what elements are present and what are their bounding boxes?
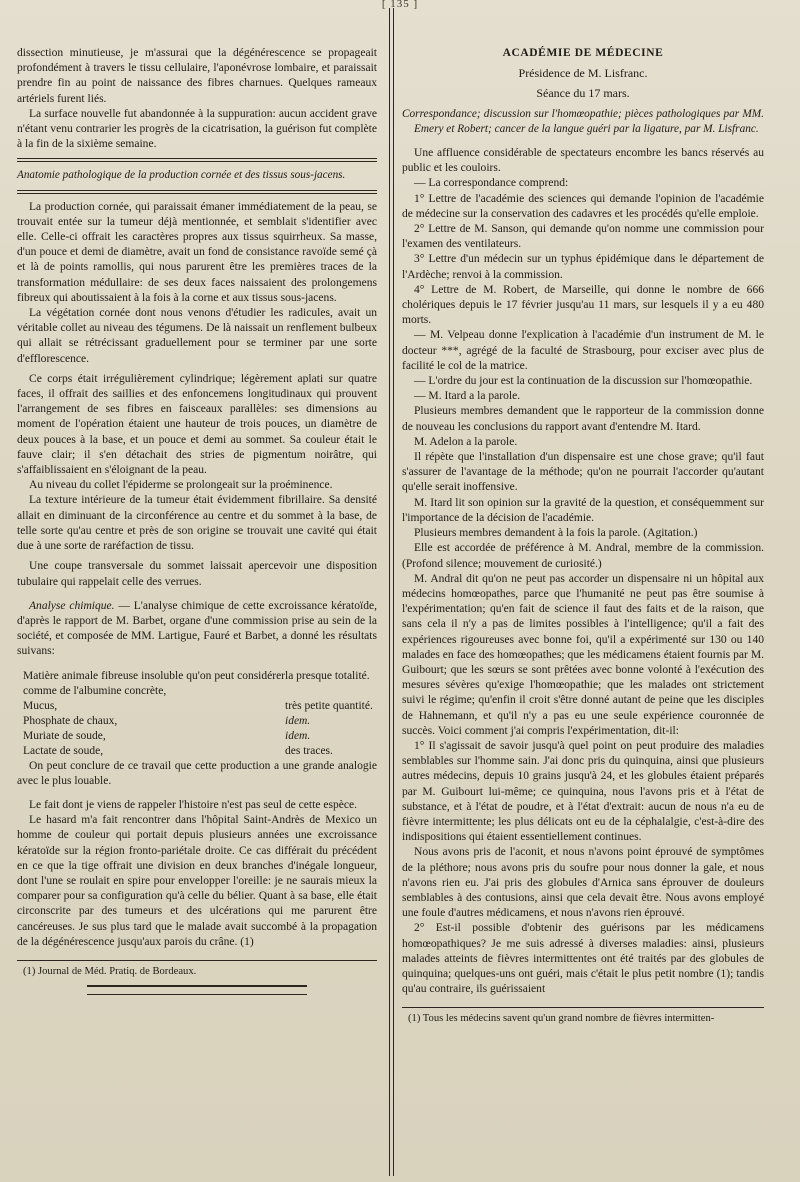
presidence-line: Présidence de M. Lisfranc. xyxy=(518,66,648,81)
left-footnote: (1) Journal de Méd. Pratiq. de Bordeaux. xyxy=(23,965,197,977)
right-paragraph-19: 2° Est-il possible d'obtenir des guérisons par les médicamens homœopathiques? Je me suis adressé à diverses maladies: ainsi, plusieurs malades atteints de fièvres intermittentes ont été traités par des globules de quinquina; quelques-uns ont guéri, mais c'était le plus petit nombre (1); tandis qu'au contraire, ils guérissaient xyxy=(402,922,764,996)
composition-amount: idem. xyxy=(285,729,311,742)
left-paragraph-analyse xyxy=(17,599,377,660)
ornamental-rule xyxy=(87,985,307,995)
section-rule xyxy=(17,158,377,162)
left-paragraph-4: La végétation cornée dont nous venons d'étudier les radicules, avait un véritable collet au niveau des tégumens. De là naissait un renflement bulbeux qui allait se rétrécissant graduellement pour se terminer par une sorte d'efflorescence. xyxy=(17,307,377,365)
column-divider xyxy=(389,8,394,1176)
left-paragraph-3: La production cornée, qui paraissait émaner immédiatement de la peau, se trouvait entée sur la tumeur déjà mentionnée, et semblait s'identifier avec elle. Celle-ci offrait les caractères propres aux tissus squirrheux. Sa masse, d'un pouce et demi de diamètre, avait un fond de consistance ravoïde semé çà et là de points ramollis, qui nous parurent être les premières traces de la transformation médullaire: de ses deux faces naissaient des prolongemens fibreux qui aboutissaient à la fois à la corne et aux tissus sous-jacens. xyxy=(17,200,377,304)
composition-name: Phosphate de chaux, xyxy=(23,714,118,727)
left-paragraph-12: Le hasard m'a fait rencontrer dans l'hôpital Saint-Andrès de Mexico un homme de couleur qui portait depuis plusieurs années une excroissance kératoïde sur la région fronto-pariétale droite. Ce cas différait du précédent en ce que la tige offrait une division en deux branches d'inégale longueur, dont l'une se roulait en spire pour envelopper l'oreille: je ne saurais mieux la comparer pour sa configuration qu'à celle du bélier. Quant à sa base, elle était circonscrite par des tumeurs et des ulcérations qui me parurent être cancéreuses. Je sus plus tard que le malade avait succombé à la propagation de la dégénérescence jusqu'aux parois du crâne. (1) xyxy=(17,814,377,948)
composition-row xyxy=(17,669,377,699)
footnote-rule xyxy=(402,1007,764,1008)
right-paragraph-1: Une affluence considérable de spectateurs encombre les bancs réservés au public et les couloirs. xyxy=(402,147,764,175)
composition-amount: idem. xyxy=(285,714,311,727)
right-column xyxy=(402,46,764,1026)
right-paragraph-9: — M. Itard a la parole. xyxy=(414,390,521,403)
left-paragraph-8: Une coupe transversale du sommet laissait apercevoir une disposition tubulaire qui rappelait celle des verrues. xyxy=(17,560,377,588)
composition-amount: des traces. xyxy=(285,744,333,757)
left-paragraph-5: Ce corps était irrégulièrement cylindrique; légèrement aplati sur quatre faces, il offrait des saillies et des enfoncemens longitudinaux qui prouvent l'arrangement de ses fibres en faisceaux parallèles: ses dimensions au moment de l'opération étaient une hauteur de trois pouces, un diamètre de deux pouces à la base, et un pouce et demi au sommet. Sa couleur était le fauve clair; il s'en détachait des stries de pigmentum noirâtre, qui s'affaiblissaient en s'éloignant de la peau. xyxy=(17,372,377,477)
section-rule xyxy=(17,190,377,194)
right-paragraph-6: 4° Lettre de M. Robert, de Marseille, qui donne le nombre de 666 cholériques depuis le 17 février jusqu'au 11 mars, sur lesquels il y a eu 480 morts. xyxy=(402,283,764,327)
right-paragraph-8: — L'ordre du jour est la continuation de la discussion sur l'homœopathie. xyxy=(414,375,753,388)
footnote-rule xyxy=(17,960,377,961)
right-paragraph-12: Il répète que l'installation d'un dispensaire est une chose grave; qu'il faut s'assurer de l'avantage de la méthode; qu'on ne pourrait l'accorder qu'autant qu'elle serait inoffensive. xyxy=(402,451,764,494)
left-paragraph-1: dissection minutieuse, je m'assurai que la dégénérescence se propageait profondément à travers le tissu cellulaire, l'aponévrose lombaire, et paraissait prendre fin au point de naissance des fibres charnues. Quelques rameaux artériels furent liés. xyxy=(17,47,377,105)
left-paragraph-2: La surface nouvelle fut abandonnée à la suppuration: aucun accident grave n'étant venu contrarier les progrès de la cicatrisation, la guérison fut complète à la fin de la sixième semaine. xyxy=(17,107,377,151)
page-number-mark: [ 135 ] xyxy=(381,0,419,10)
seance-line: Séance du 17 mars. xyxy=(536,86,630,101)
right-paragraph-11: M. Adelon a la parole. xyxy=(414,435,518,448)
composition-table xyxy=(17,669,377,759)
right-paragraph-10: Plusieurs membres demandent que le rapporteur de la commission donne de nouveau les conclusions du rapport avant d'entendre M. Itard. xyxy=(402,405,764,433)
left-paragraph-6: Au niveau du collet l'épiderme se prolongeait sur la proéminence. xyxy=(29,479,333,492)
composition-name: Lactate de soude, xyxy=(23,744,104,757)
composition-amount: la presque totalité. xyxy=(285,669,370,682)
composition-row xyxy=(17,744,377,759)
left-paragraph-11: Le fait dont je viens de rappeler l'histoire n'est pas seul de cette espèce. xyxy=(29,798,357,811)
right-paragraph-4: 2° Lettre de M. Sanson, qui demande qu'on nomme une commission pour l'examen des ventilateurs. xyxy=(402,223,764,251)
analyse-text: — L'analyse chimique de cette excroissance kératoïde, d'après le rapport de M. Barbet, organe d'une commission prise au sein de la société, et composée de MM. Lartigue, Fauré et Barbet, a donné les résultats suivans: xyxy=(17,599,378,658)
composition-amount: très petite quantité. xyxy=(285,699,373,712)
composition-name: Mucus, xyxy=(23,699,58,712)
section-title-anatomie: Anatomie pathologique de la production cornée et des tissus sous-jacens. xyxy=(17,169,346,182)
right-paragraph-14: Plusieurs membres demandent à la fois la parole. (Agitation.) xyxy=(414,527,698,540)
left-paragraph-10: On peut conclure de ce travail que cette production a une grande analogie avec le plus louable. xyxy=(17,759,377,787)
composition-row xyxy=(17,729,377,744)
right-paragraph-17: 1° Il s'agissait de savoir jusqu'à quel point on peut produire des maladies semblables sur l'homme sain. J'ai donc pris du quinquina, ainsi que plusieurs autres médecins, depuis 10 grains jusqu'à 24, et les globules étaient préparés par M. Guibourt lui-même; ce quinquina, nous l'avons pris et à l'état de substance, et à l'état de poudre, et à l'état d'extrait: aucun de nous n'a eu de fièvre intermittente; les plus délicats ont eu de la céphalalgie, c'est-à-dire des indispositions qui étaient essentiellement continues. xyxy=(402,739,764,844)
academy-heading: ACADÉMIE DE MÉDECINE xyxy=(502,47,664,59)
right-paragraph-15: Elle est accordée de préférence à M. Andral, membre de la commission. (Profond silence; mouvement de curiosité.) xyxy=(402,542,764,570)
analyse-label: Analyse chimique. xyxy=(29,599,115,612)
right-paragraph-16: M. Andral dit qu'on ne peut pas accorder un dispensaire ni un hôpital aux médecins homœopathes, parce que l'humanité ne peut pas être soumise à l'expérimentation; qu'en fait de science il faut des faits et de la raison, que sans cela il n'y a pas de limites possibles à l'intelligence; qu'il a fait des expériences rigoureuses avec bonne foi, qu'il a expérimenté sur 130 ou 140 malades en face des homœopathes; que les médicamens étaient fournis par M. Guibourt; que les sœurs se sont prêtées avec bonne volonté à l'exécution des mesures sévères qu'exige l'homœopathie; que les malades ont strictement suivi le régime; qu'enfin il croit s'être donné autant de peine que les disciples de Hahnemann, et qu'il n'y a pas eu une seule expérience couronnée de succès. Voici comment j'ai compris l'expérimentation, dit-il: xyxy=(402,572,764,737)
composition-row xyxy=(17,699,377,714)
right-paragraph-18: Nous avons pris de l'aconit, et nous n'avons point éprouvé de symptômes de la pléthore; nous avons pris du soufre pour nous donner la gale, et nous n'avons rien eu. J'ai pris des globules d'Arnica sans éprouver de douleurs semblables à des contusions, ainsi que cela devait être. Nous avons employé une foule d'autres médicamens, et nous n'avons rien éprouvé. xyxy=(402,846,764,920)
session-summary: Correspondance; discussion sur l'homœopathie; pièces pathologiques par MM. Emery et Robert; cancer de la langue guéri par la ligature, par M. Lisfranc. xyxy=(402,107,764,135)
composition-row xyxy=(17,714,377,729)
right-paragraph-2: — La correspondance comprend: xyxy=(414,177,569,190)
right-paragraph-13: M. Itard lit son opinion sur la gravité de la question, et conséquemment sur l'importance de la décision de l'académie. xyxy=(402,496,764,524)
left-column xyxy=(17,46,377,1001)
right-paragraph-7: — M. Velpeau donne l'explication à l'académie d'un instrument de M. le docteur ***, agrégé de la faculté de Strasbourg, pour exciser avec plus de facilité le col de la matrice. xyxy=(402,329,764,372)
composition-name: Muriate de soude, xyxy=(23,729,106,742)
left-paragraph-7: La texture intérieure de la tumeur était évidemment fibrillaire. Sa densité allait en diminuant de la circonférence au centre et du sommet à la base, de telle sorte qu'au centre et près de son origine se trouvait une cavité qui était due à une sorte de raréfaction de tissu. xyxy=(17,494,377,553)
right-footnote: (1) Tous les médecins savent qu'un grand nombre de fièvres intermitten- xyxy=(408,1013,715,1025)
composition-name: Matière animale fibreuse insoluble qu'on peut considérer comme de l'albumine concrète, xyxy=(23,669,285,697)
right-paragraph-3: 1° Lettre de l'académie des sciences qui demande l'opinion de l'académie de médecine sur la conservation des cadavres et les procédés qu'elle emploie. xyxy=(402,192,764,220)
right-paragraph-5: 3° Lettre d'un médecin sur un typhus épidémique dans le département de l'Ardèche; renvoi à la commission. xyxy=(402,253,764,281)
